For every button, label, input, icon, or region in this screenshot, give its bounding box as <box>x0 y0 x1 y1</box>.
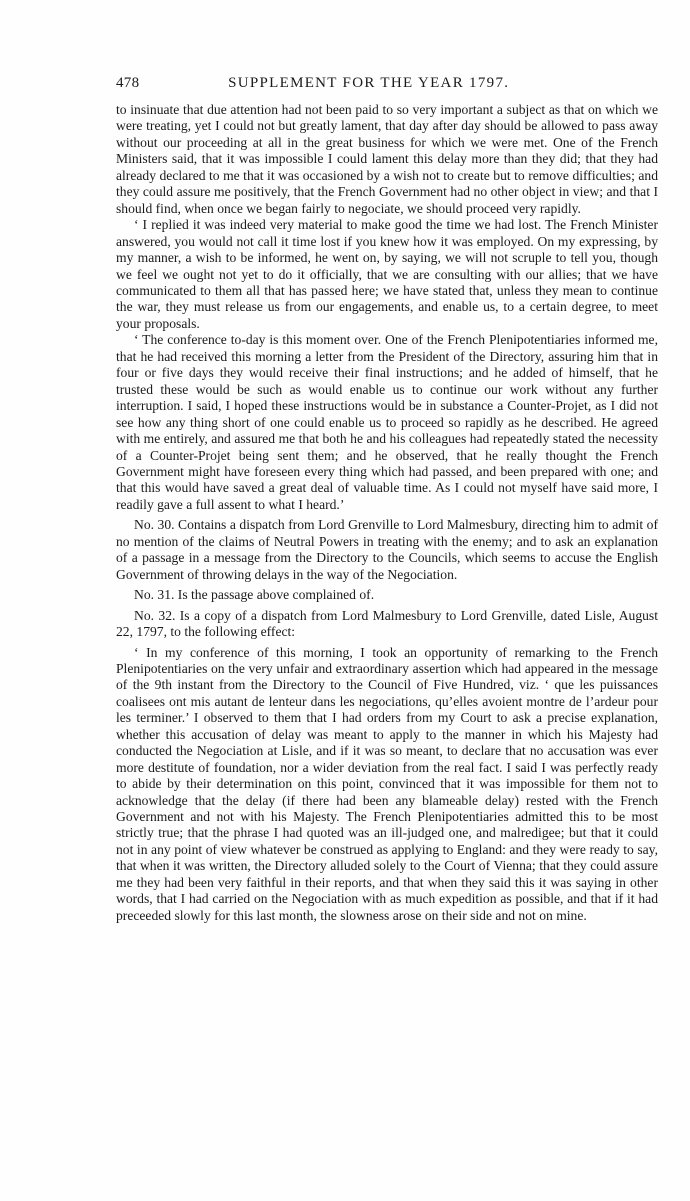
paragraph-no-30: No. 30. Contains a dispatch from Lord Grenville to Lord Malmesbury, directing him to admit of no mention of the claims of Neutral Powers in treating with the enemy; and to ask an explanation of a passage in a message from the Directory to the Councils, which seems to accuse the English Government of throwing delays in the way of the Negociation. <box>116 517 658 582</box>
paragraph-continued: to insinuate that due attention had not been paid to so very important a subject as that on which we were treating, yet I could not but greatly lament, that day after day should be allowed to pass away without our proceeding at all in the great business for which we were met. One of the French Ministers said, that it was impossible I could lament this delay more than they did; that they had already declared to me that it was occasioned by a wish not to create but to remove difficulties; and they could assure me positively, that the French Government had no other object in view; and that I should find, when once we began fairly to negociate, we should proceed very rapidly. <box>116 102 658 216</box>
paragraph-quote-reply: ‘ I replied it was indeed very material to make good the time we had lost. The French Minister answered, you would not call it time lost if you knew how it was employed. On my expressing, by my manner, a wish to be informed, he went on, by saying, we will not scruple to tell you, though we feel we ought not yet to do it officially, that we are consulting with our allies; that we have communicated to them all that has passed here; we have stated that, unless they mean to continue the war, they must release us from our engagements, and enable us, to a certain degree, to meet your proposals. <box>116 217 658 331</box>
paragraph-quote-dispatch: ‘ In my conference of this morning, I took an opportunity of remarking to the French Plenipotentiaries on the very unfair and extraordinary assertion which had appeared in the message of the 9th instant from the Directory to the Council of Five Hundred, viz. ‘ que les puissances coalisees ont mis autant de lenteur dans les negociations, qu’elles avoient montre de l’ardeur pour les terminer.’ I observed to them that I had orders from my Court to ask a precise explanation, whether this accusation of delay was meant to apply to the manner in which his Majesty had conducted the Negociation at Lisle, and if it was so meant, to declare that no accusation was ever more destitute of foundation, nor a wider deviation from the real fact. I said I was perfectly ready to abide by their determination on this point, convinced that it was impossible for them not to acknowledge that the delay (if there had been any blameable delay) rested with the French Government and not with his Majesty. The French Plenipotentiaries admitted this to be most strictly true; that the phrase I had quoted was an ill-judged one, and malredigee; but that it could not in any point of view whatever be construed as applying to England: and they were ready to say, that when it was written, the Directory alluded solely to the Court of Vienna; that they could assure me they had been very faithful in their reports, and that when they said this it was saying in other words, that I had carried on the Negociation with as much expedition as possible, and that if it had preceeded slowly for this last month, the slowness arose on their side and not on mine. <box>116 644 658 923</box>
paragraph-quote-conference: ‘ The conference to-day is this moment over. One of the French Plenipotentiaries informed me, that he had received this morning a letter from the President of the Directory, assuring him that in four or five days they would receive their final instructions; and he added of himself, that he trusted these would be such as would enable us to continue our work without any further interruption. I said, I hoped these instructions would be in substance a Counter-Projet, as I did not see how any thing short of one could enable us to proceed so rapidly as he described. He agreed with me entirely, and assured me that both he and his colleagues had repeatedly stated the necessity of a Counter-Projet being sent them; and he observed, that he really thought the French Government might have foreseen every thing which had passed, and been prepared with one; and that this would have saved a great deal of valuable time. As I could not myself have said more, I readily gave a full assent to what I heard.’ <box>116 332 658 512</box>
running-head <box>116 74 658 92</box>
body-text <box>116 102 658 924</box>
paragraph-no-32: No. 32. Is a copy of a dispatch from Lord Malmesbury to Lord Grenville, dated Lisle, August 22, 1797, to the following effect: <box>116 607 658 640</box>
running-head-title: SUPPLEMENT FOR THE YEAR 1797. <box>228 75 510 91</box>
page-number: 478 <box>116 75 140 91</box>
paragraph-no-31: No. 31. Is the passage above complained of. <box>134 587 375 603</box>
